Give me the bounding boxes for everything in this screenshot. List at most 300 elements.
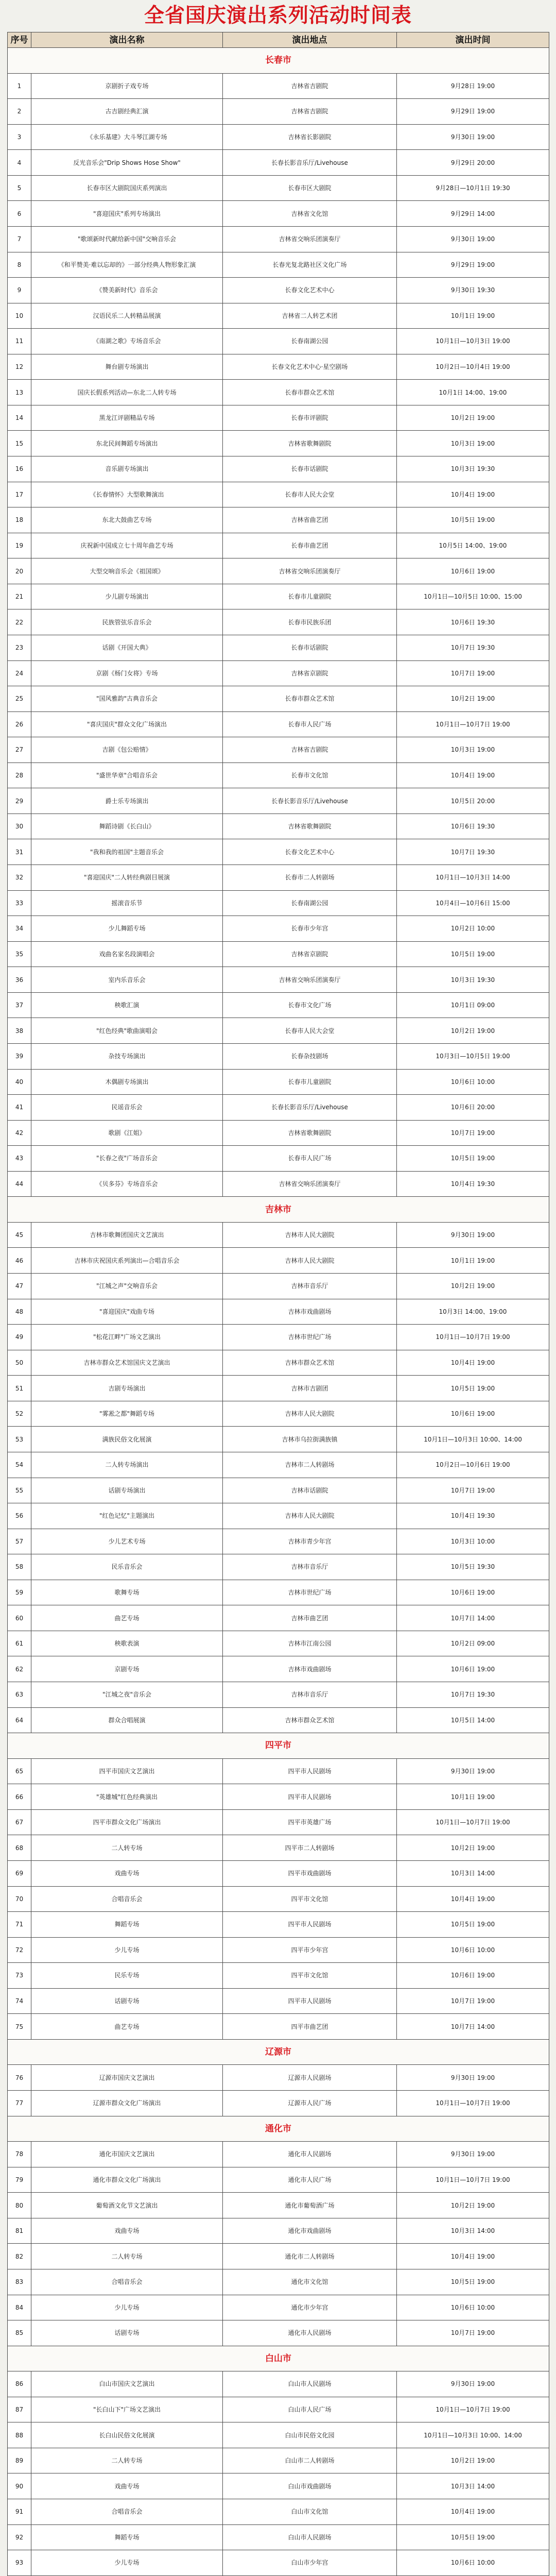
event-venue: 通化市人民剧场	[223, 2142, 397, 2167]
event-time: 10月1日 14:00、19:00	[397, 380, 549, 405]
event-venue: 通化市文化馆	[223, 2269, 397, 2295]
event-name: "英雄城"红色经典演出	[31, 1784, 223, 1810]
event-name: "雾凇之都"舞蹈专场	[31, 1401, 223, 1427]
event-venue: 长春市少年宫	[223, 916, 397, 942]
row-number: 65	[8, 1758, 31, 1784]
row-number: 71	[8, 1912, 31, 1938]
section-row	[8, 1733, 549, 1759]
event-time: 10月2日 10:00	[397, 916, 549, 942]
event-time: 10月7日 19:30	[397, 635, 549, 660]
event-venue: 吉林市人民大剧院	[223, 1222, 397, 1248]
row-number: 30	[8, 814, 31, 839]
row-number: 17	[8, 482, 31, 507]
row-number: 1	[8, 73, 31, 99]
table-row	[8, 2218, 549, 2244]
table-row	[8, 124, 549, 150]
event-venue: 白山市二人转剧场	[223, 2448, 397, 2473]
table-row	[8, 584, 549, 609]
row-number: 77	[8, 2091, 31, 2116]
event-name: 戏曲专场	[31, 2473, 223, 2499]
event-name: 歌剧《江姐》	[31, 1120, 223, 1146]
event-name: 东北大鼓曲艺专场	[31, 507, 223, 533]
table-row	[8, 99, 549, 125]
event-name: 少儿舞蹈专场	[31, 916, 223, 942]
event-venue: 通化市人民广场	[223, 2167, 397, 2193]
table-row	[8, 839, 549, 865]
event-time: 9月30日 19:00	[397, 1222, 549, 1248]
table-row	[8, 278, 549, 303]
table-row	[8, 814, 549, 839]
table-row	[8, 1988, 549, 2014]
section-title: 四平市	[8, 1733, 549, 1759]
section-row	[8, 48, 549, 74]
event-venue: 长春市人民大会堂	[223, 482, 397, 507]
event-time: 10月2日—10月6日 19:00	[397, 1452, 549, 1478]
table-row	[8, 1120, 549, 1146]
event-name: 少儿专场	[31, 2550, 223, 2576]
row-number: 67	[8, 1809, 31, 1835]
table-row	[8, 303, 549, 329]
section-title: 通化市	[8, 2116, 549, 2142]
event-name: 吉剧《包公赔情》	[31, 737, 223, 763]
table-row	[8, 1835, 549, 1861]
event-time: 10月7日 19:00	[397, 1988, 549, 2014]
event-time: 10月7日 19:30	[397, 839, 549, 865]
event-time: 9月29日 19:00	[397, 252, 549, 278]
table-row	[8, 1325, 549, 1350]
event-time: 10月2日 09:00	[397, 1631, 549, 1656]
event-venue: 四平市戏曲剧场	[223, 1860, 397, 1886]
table-row	[8, 482, 549, 507]
table-row	[8, 737, 549, 763]
event-venue: 四平市曲艺团	[223, 2014, 397, 2040]
table-row	[8, 2295, 549, 2320]
row-number: 69	[8, 1860, 31, 1886]
schedule-table	[7, 32, 549, 2576]
event-time: 9月28日 19:00	[397, 73, 549, 99]
event-time: 10月2日 19:00	[397, 686, 549, 712]
event-venue: 四平市人民剧场	[223, 1784, 397, 1810]
event-venue: 白山市少年宫	[223, 2550, 397, 2576]
event-venue: 白山市人民剧场	[223, 2371, 397, 2397]
table-row	[8, 329, 549, 354]
table-row	[8, 1401, 549, 1427]
table-row	[8, 1529, 549, 1554]
row-number: 10	[8, 303, 31, 329]
table-row	[8, 1376, 549, 1401]
row-number: 66	[8, 1784, 31, 1810]
table-body	[8, 48, 549, 2576]
event-time: 10月1日—10月5日 10:00、15:00	[397, 584, 549, 609]
row-number: 76	[8, 2065, 31, 2091]
table-row	[8, 2193, 549, 2218]
event-time: 10月1日 19:00	[397, 1248, 549, 1274]
event-name: 二人转专场	[31, 2244, 223, 2269]
event-venue: 长春市人民广场	[223, 711, 397, 737]
event-name: 通化市国庆文艺演出	[31, 2142, 223, 2167]
event-time: 10月5日 19:30	[397, 1554, 549, 1580]
table-row	[8, 1605, 549, 1631]
event-venue: 长春市曲艺团	[223, 533, 397, 558]
event-name: "喜迎国庆"戏曲专场	[31, 1299, 223, 1325]
event-venue: 吉林省二人转艺术团	[223, 303, 397, 329]
row-number: 60	[8, 1605, 31, 1631]
table-row	[8, 1427, 549, 1452]
event-time: 9月28日—10月1日 19:30	[397, 175, 549, 201]
row-number: 15	[8, 431, 31, 456]
event-name: 合唱音乐会	[31, 1886, 223, 1912]
event-name: 吉林市庆祝国庆系列演出—合唱音乐会	[31, 1248, 223, 1274]
event-time: 10月2日 19:00	[397, 1274, 549, 1299]
event-name: 群众合唱展演	[31, 1707, 223, 1733]
row-number: 22	[8, 609, 31, 635]
event-name: 《赞美新时代》音乐会	[31, 278, 223, 303]
event-name: 《永乐基建》大斗琴江湖专场	[31, 124, 223, 150]
event-name: 音乐剧专场演出	[31, 456, 223, 482]
row-number: 56	[8, 1503, 31, 1529]
event-name: 二人转专场演出	[31, 1452, 223, 1478]
row-number: 18	[8, 507, 31, 533]
table-row	[8, 865, 549, 891]
row-number: 83	[8, 2269, 31, 2295]
row-number: 84	[8, 2295, 31, 2320]
event-venue: 长春市话剧院	[223, 635, 397, 660]
event-name: 《贝多芬》专场音乐会	[31, 1171, 223, 1197]
event-time: 10月6日 10:00	[397, 1069, 549, 1095]
event-name: 反光音乐会"Drip Shows Hose Show"	[31, 150, 223, 176]
row-number: 44	[8, 1171, 31, 1197]
table-row	[8, 1043, 549, 1069]
event-time: 10月2日 19:00	[397, 405, 549, 431]
event-time: 10月4日 19:00	[397, 1350, 549, 1376]
event-name: 戏曲名家名段演唱会	[31, 941, 223, 967]
event-time: 10月1日 09:00	[397, 992, 549, 1018]
event-time: 9月30日 19:30	[397, 278, 549, 303]
event-time: 10月6日 20:00	[397, 1095, 549, 1121]
section-title: 白山市	[8, 2346, 549, 2371]
event-name: 舞蹈诗剧《长白山》	[31, 814, 223, 839]
event-name: 国庆长假系列活动—东北二人转专场	[31, 380, 223, 405]
event-time: 10月2日—10月4日 19:00	[397, 354, 549, 380]
event-name: 少儿专场	[31, 2295, 223, 2320]
table-row	[8, 2397, 549, 2422]
row-number: 45	[8, 1222, 31, 1248]
table-row	[8, 660, 549, 686]
table-row	[8, 635, 549, 660]
event-name: 杂技专场演出	[31, 1043, 223, 1069]
event-name: 民乐专场	[31, 1963, 223, 1989]
event-time: 10月3日 14:00、19:00	[397, 1299, 549, 1325]
header-row	[8, 32, 549, 48]
event-venue: 长春文化艺术中心	[223, 839, 397, 865]
row-number: 35	[8, 941, 31, 967]
event-venue: 吉林市二人转剧场	[223, 1452, 397, 1478]
table-row	[8, 2142, 549, 2167]
row-number: 12	[8, 354, 31, 380]
table-row	[8, 1452, 549, 1478]
event-name: 吉林市歌舞团国庆文艺演出	[31, 1222, 223, 1248]
table-row	[8, 2091, 549, 2116]
table-row	[8, 558, 549, 584]
event-name: 舞台剧专场演出	[31, 354, 223, 380]
row-number: 78	[8, 2142, 31, 2167]
event-time: 10月6日 10:00	[397, 2550, 549, 2576]
event-venue: 长春长影音乐厅/Livehouse	[223, 788, 397, 814]
event-time: 10月6日 19:30	[397, 609, 549, 635]
row-number: 57	[8, 1529, 31, 1554]
event-time: 10月5日 19:00	[397, 1146, 549, 1172]
event-venue: 四平市文化馆	[223, 1963, 397, 1989]
event-name: 庆祝新中国成立七十周年曲艺专场	[31, 533, 223, 558]
event-venue: 长春南湖公园	[223, 329, 397, 354]
row-number: 64	[8, 1707, 31, 1733]
event-venue: 吉林市音乐厅	[223, 1274, 397, 1299]
event-name: 辽源市国庆文艺演出	[31, 2065, 223, 2091]
event-name: 《南湖之歌》专场音乐会	[31, 329, 223, 354]
event-venue: 吉林省交响乐团演奏厅	[223, 1171, 397, 1197]
table-row	[8, 1656, 549, 1682]
table-row	[8, 456, 549, 482]
table-row	[8, 201, 549, 227]
event-venue: 吉林省交响乐团演奏厅	[223, 226, 397, 252]
event-name: 葡萄酒文化节文艺演出	[31, 2193, 223, 2218]
event-venue: 长春文化艺术中心	[223, 278, 397, 303]
event-name: 少儿艺术专场	[31, 1529, 223, 1554]
event-time: 10月4日—10月6日 15:00	[397, 890, 549, 916]
event-name: 京剧折子戏专场	[31, 73, 223, 99]
header-name: 演出名称	[31, 32, 223, 48]
row-number: 81	[8, 2218, 31, 2244]
row-number: 37	[8, 992, 31, 1018]
event-name: 秧歌表演	[31, 1631, 223, 1656]
event-time: 9月29日 20:00	[397, 150, 549, 176]
event-venue: 白山市民俗文化园	[223, 2422, 397, 2448]
event-time: 10月5日 19:00	[397, 2524, 549, 2550]
table-row	[8, 354, 549, 380]
event-venue: 长春长影音乐厅/Livehouse	[223, 1095, 397, 1121]
event-venue: 通化市少年宫	[223, 2295, 397, 2320]
event-time: 10月5日 20:00	[397, 788, 549, 814]
event-venue: 吉林市曲艺团	[223, 1605, 397, 1631]
table-row	[8, 1886, 549, 1912]
event-time: 10月1日—10月7日 19:00	[397, 2167, 549, 2193]
table-row	[8, 992, 549, 1018]
event-name: "长白山下"广场文艺演出	[31, 2397, 223, 2422]
table-row	[8, 533, 549, 558]
event-venue: 吉林市人民大剧院	[223, 1401, 397, 1427]
event-name: 古吉剧经典汇演	[31, 99, 223, 125]
row-number: 20	[8, 558, 31, 584]
section-row	[8, 2116, 549, 2142]
event-name: 话剧专场演出	[31, 1478, 223, 1503]
event-venue: 辽源市人民剧场	[223, 2065, 397, 2091]
event-time: 10月4日 19:00	[397, 762, 549, 788]
event-time: 10月1日—10月7日 19:00	[397, 711, 549, 737]
event-name: 四平市国庆文艺演出	[31, 1758, 223, 1784]
event-venue: 吉林市音乐厅	[223, 1554, 397, 1580]
section-title: 长春市	[8, 48, 549, 74]
event-time: 10月5日 19:00	[397, 507, 549, 533]
event-name: 少儿专场	[31, 1937, 223, 1963]
row-number: 73	[8, 1963, 31, 1989]
event-name: "喜迎国庆"系列专场演出	[31, 201, 223, 227]
event-venue: 吉林市青少年宫	[223, 1529, 397, 1554]
event-venue: 吉林市群众艺术馆	[223, 1707, 397, 1733]
event-venue: 长春南湖公园	[223, 890, 397, 916]
event-time: 10月6日 19:00	[397, 1401, 549, 1427]
event-name: 木偶剧专场演出	[31, 1069, 223, 1095]
row-number: 87	[8, 2397, 31, 2422]
event-venue: 吉林市人民大剧院	[223, 1503, 397, 1529]
table-row	[8, 1963, 549, 1989]
event-time: 10月6日 19:00	[397, 1656, 549, 1682]
event-time: 10月6日 19:00	[397, 558, 549, 584]
table-row	[8, 1503, 549, 1529]
row-number: 62	[8, 1656, 31, 1682]
event-name: 民乐音乐会	[31, 1554, 223, 1580]
event-name: 吉林市群众艺术馆国庆文艺演出	[31, 1350, 223, 1376]
event-name: 《和平赞美·难以忘却的》一部分经典人物形象汇演	[31, 252, 223, 278]
event-time: 10月5日 19:00	[397, 2269, 549, 2295]
event-name: 歌舞专场	[31, 1580, 223, 1605]
event-time: 10月4日 19:30	[397, 1503, 549, 1529]
event-name: 满族民俗文化展演	[31, 1427, 223, 1452]
row-number: 41	[8, 1095, 31, 1121]
table-row	[8, 1554, 549, 1580]
table-row	[8, 2244, 549, 2269]
row-number: 58	[8, 1554, 31, 1580]
table-row	[8, 2448, 549, 2473]
event-time: 10月5日 14:00、19:00	[397, 533, 549, 558]
row-number: 51	[8, 1376, 31, 1401]
event-time: 10月1日—10月3日 10:00、14:00	[397, 1427, 549, 1452]
row-number: 88	[8, 2422, 31, 2448]
event-time: 10月7日 19:00	[397, 1478, 549, 1503]
row-number: 68	[8, 1835, 31, 1861]
row-number: 26	[8, 711, 31, 737]
event-name: 合唱音乐会	[31, 2269, 223, 2295]
event-venue: 吉林省歌舞剧院	[223, 814, 397, 839]
section-row	[8, 1197, 549, 1223]
event-name: 民谣音乐会	[31, 1095, 223, 1121]
event-name: 京剧专场	[31, 1656, 223, 1682]
event-time: 10月1日—10月7日 19:00	[397, 1325, 549, 1350]
table-row	[8, 1758, 549, 1784]
event-name: 二人转专场	[31, 1835, 223, 1861]
event-time: 10月1日—10月7日 19:00	[397, 1809, 549, 1835]
event-time: 10月6日 10:00	[397, 2295, 549, 2320]
row-number: 8	[8, 252, 31, 278]
row-number: 72	[8, 1937, 31, 1963]
row-number: 6	[8, 201, 31, 227]
event-venue: 吉林市人民大剧院	[223, 1248, 397, 1274]
table-row	[8, 150, 549, 176]
event-name: 辽源市群众文化广场演出	[31, 2091, 223, 2116]
row-number: 27	[8, 737, 31, 763]
row-number: 53	[8, 1427, 31, 1452]
event-venue: 长春市儿童剧院	[223, 1069, 397, 1095]
event-venue: 吉林市世纪广场	[223, 1580, 397, 1605]
event-name: 东北民间舞蹈专场演出	[31, 431, 223, 456]
event-venue: 通化市葡萄酒广场	[223, 2193, 397, 2218]
section-title: 吉林市	[8, 1197, 549, 1223]
event-name: "我和我的祖国"主题音乐会	[31, 839, 223, 865]
header-time: 演出时间	[397, 32, 549, 48]
event-time: 10月3日 14:00	[397, 2218, 549, 2244]
table-row	[8, 2499, 549, 2525]
event-venue: 长春市人民广场	[223, 1146, 397, 1172]
event-venue: 长春市区大剧院	[223, 175, 397, 201]
event-name: 长白山民俗文化展演	[31, 2422, 223, 2448]
table-row	[8, 1784, 549, 1810]
event-time: 10月4日 19:30	[397, 1171, 549, 1197]
event-time: 10月3日 19:30	[397, 967, 549, 993]
row-number: 25	[8, 686, 31, 712]
event-venue: 吉林市戏曲剧场	[223, 1299, 397, 1325]
event-time: 10月1日 19:00	[397, 1784, 549, 1810]
event-venue: 长春长影音乐厅/Livehouse	[223, 150, 397, 176]
table-row	[8, 711, 549, 737]
event-venue: 吉林省曲艺团	[223, 507, 397, 533]
event-venue: 四平市人民剧场	[223, 1912, 397, 1938]
event-time: 10月1日—10月7日 19:00	[397, 2397, 549, 2422]
row-number: 80	[8, 2193, 31, 2218]
event-time: 10月5日 19:00	[397, 941, 549, 967]
row-number: 2	[8, 99, 31, 125]
row-number: 28	[8, 762, 31, 788]
table-row	[8, 252, 549, 278]
event-venue: 长春文化艺术中心·星空剧场	[223, 354, 397, 380]
row-number: 74	[8, 1988, 31, 2014]
event-venue: 吉林省文化馆	[223, 201, 397, 227]
header-venue: 演出地点	[223, 32, 397, 48]
event-venue: 吉林市吉剧团	[223, 1376, 397, 1401]
event-venue: 吉林省吉剧院	[223, 737, 397, 763]
row-number: 55	[8, 1478, 31, 1503]
event-venue: 吉林省吉剧院	[223, 99, 397, 125]
event-time: 10月4日 19:00	[397, 2244, 549, 2269]
row-number: 54	[8, 1452, 31, 1478]
table-row	[8, 1682, 549, 1708]
event-name: 《长春情怀》大型歌舞演出	[31, 482, 223, 507]
event-venue: 吉林市戏曲剧场	[223, 1656, 397, 1682]
event-venue: 吉林省交响乐团演奏厅	[223, 558, 397, 584]
event-time: 10月6日 10:00	[397, 1937, 549, 1963]
event-time: 10月4日 19:00	[397, 1886, 549, 1912]
row-number: 63	[8, 1682, 31, 1708]
event-time: 10月3日 14:00	[397, 1860, 549, 1886]
event-venue: 吉林省交响乐团演奏厅	[223, 967, 397, 993]
event-time: 9月30日 19:00	[397, 226, 549, 252]
event-time: 10月7日 19:30	[397, 1682, 549, 1708]
event-time: 10月7日 19:00	[397, 1120, 549, 1146]
row-number: 42	[8, 1120, 31, 1146]
row-number: 47	[8, 1274, 31, 1299]
row-number: 92	[8, 2524, 31, 2550]
row-number: 43	[8, 1146, 31, 1172]
event-time: 10月7日 14:00	[397, 2014, 549, 2040]
event-name: 戏曲专场	[31, 2218, 223, 2244]
event-time: 10月3日 19:30	[397, 456, 549, 482]
table-row	[8, 1095, 549, 1121]
row-number: 50	[8, 1350, 31, 1376]
event-name: 摇滚音乐节	[31, 890, 223, 916]
event-time: 9月30日 19:00	[397, 2142, 549, 2167]
row-number: 93	[8, 2550, 31, 2576]
event-time: 10月3日—10月5日 19:00	[397, 1043, 549, 1069]
event-time: 9月29日 19:00	[397, 99, 549, 125]
event-time: 10月3日 10:00	[397, 1529, 549, 1554]
